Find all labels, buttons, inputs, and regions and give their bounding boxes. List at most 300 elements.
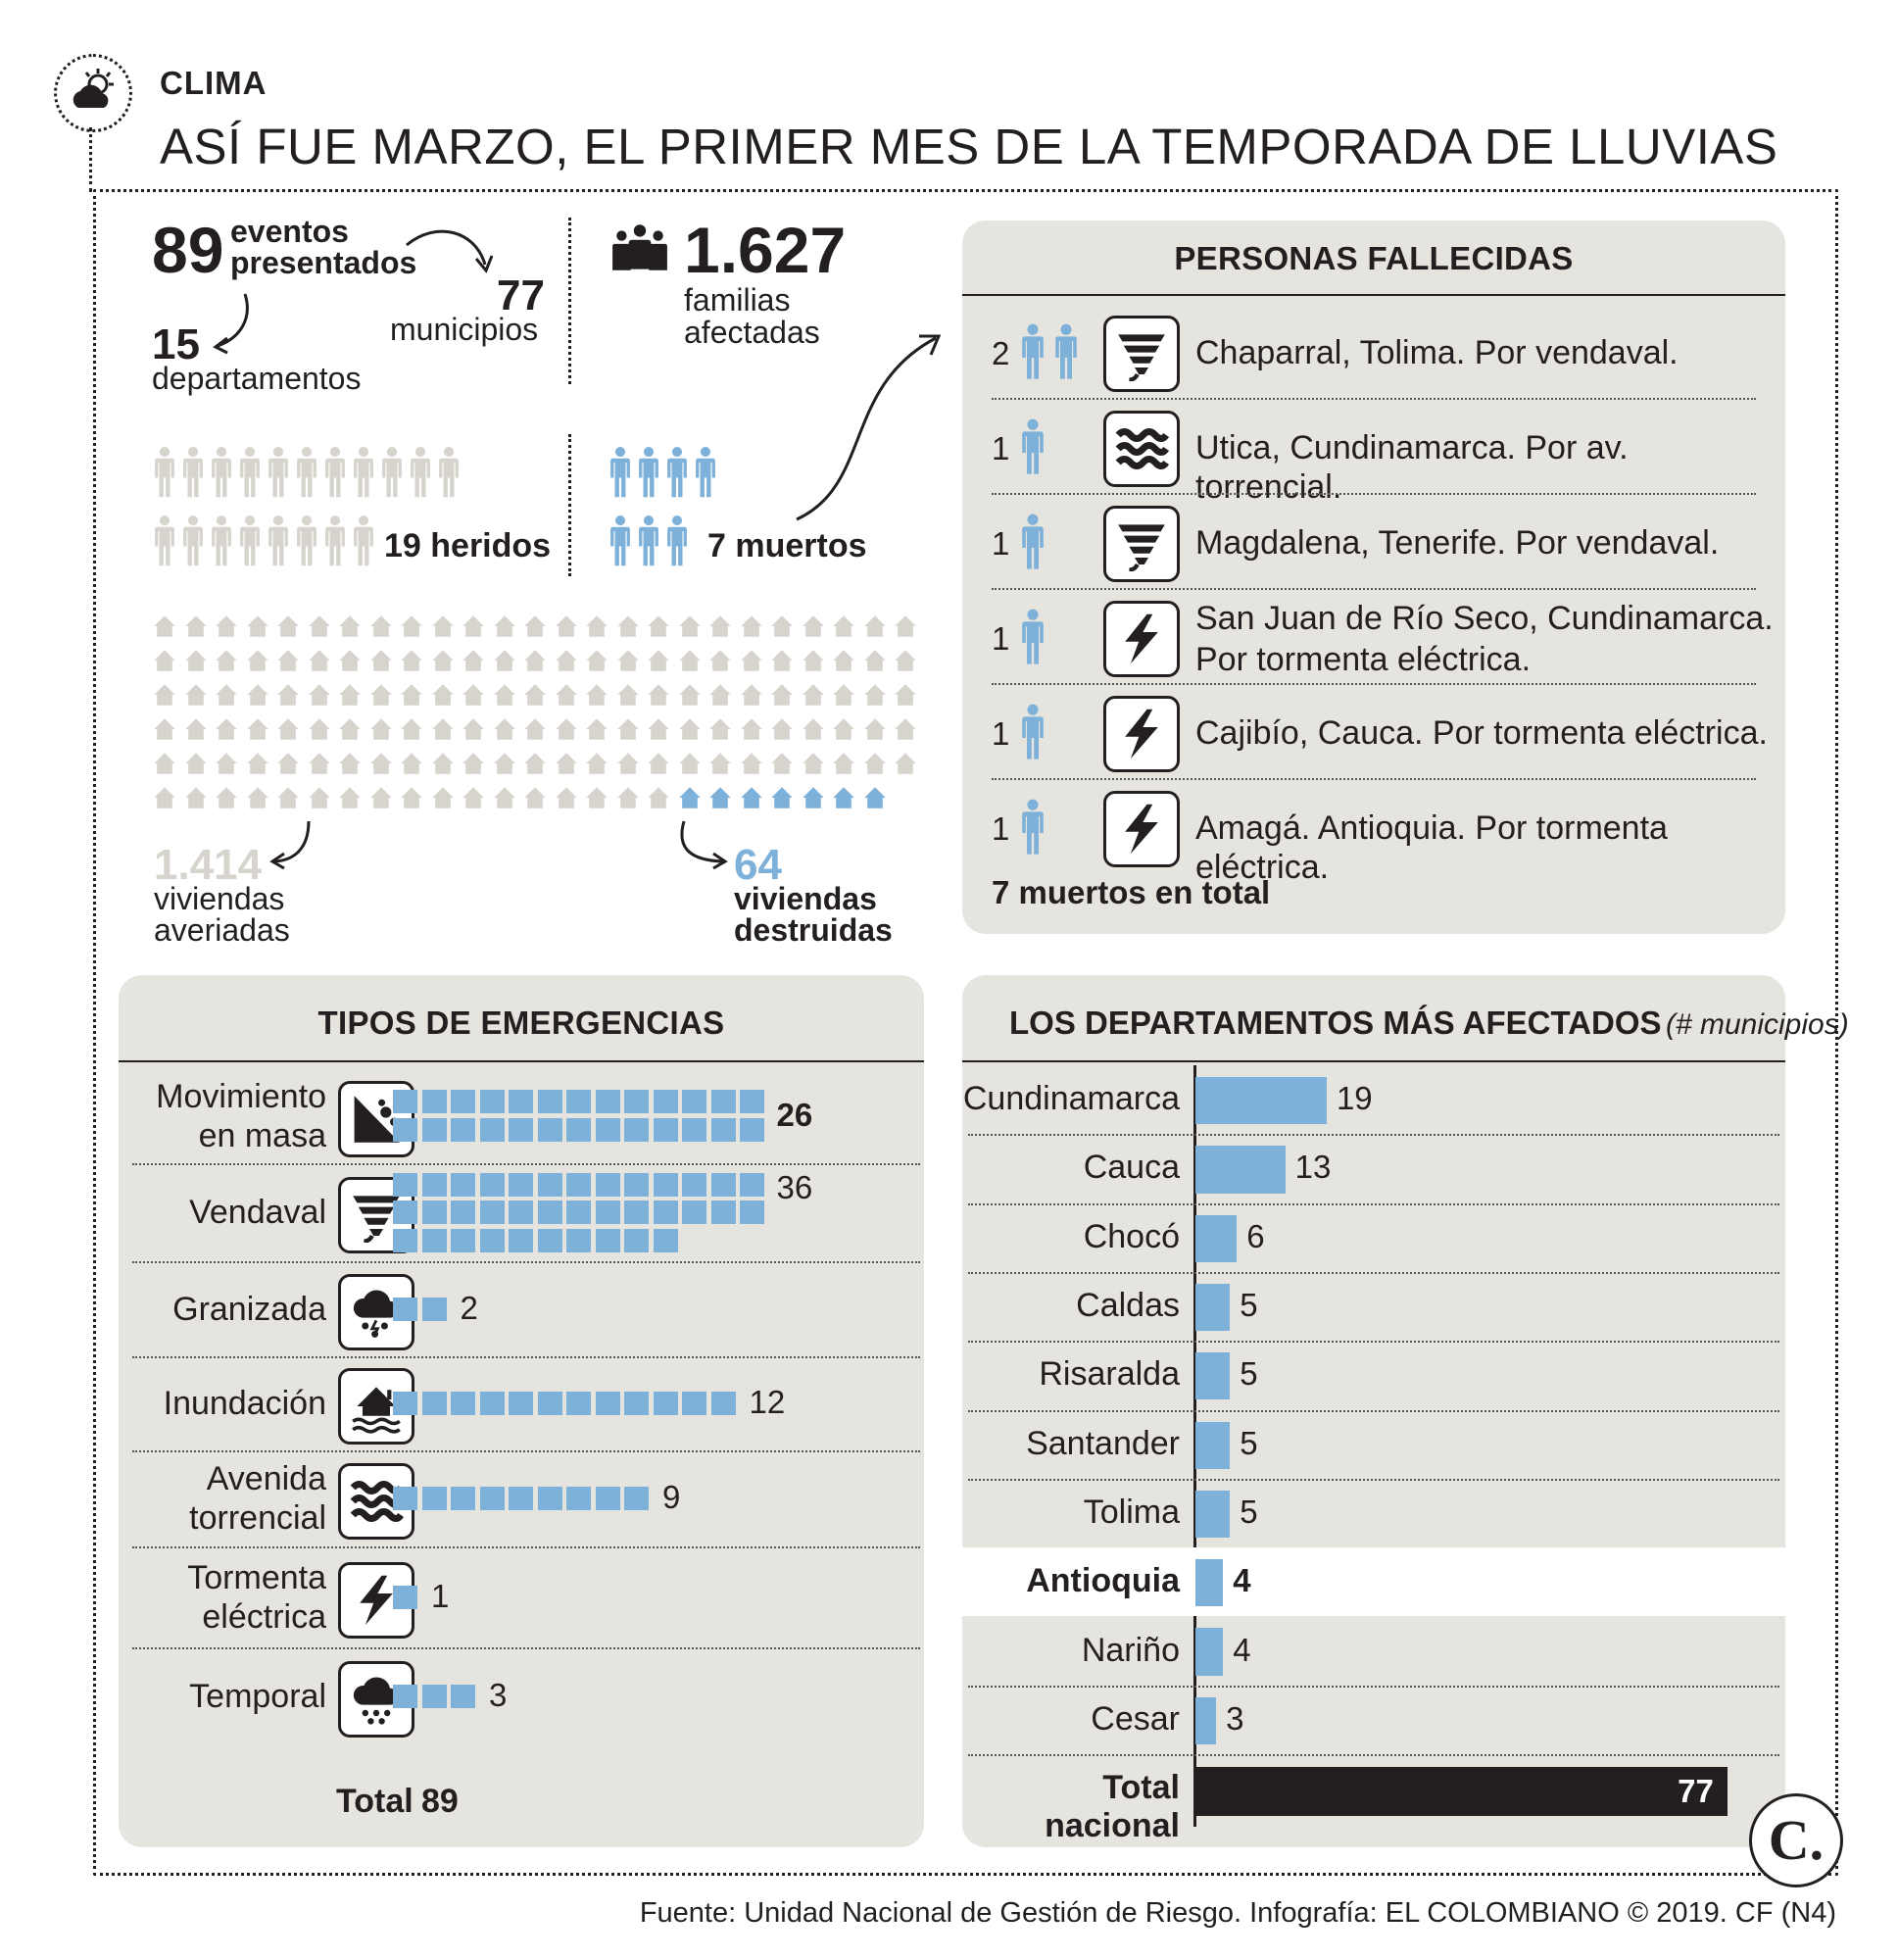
data-bar — [1195, 1422, 1230, 1469]
house-icon — [275, 786, 301, 814]
house-icon — [492, 786, 517, 814]
house-icon — [893, 683, 918, 711]
bar-value-label: 3 — [1226, 1699, 1244, 1737]
house-icon — [368, 786, 394, 809]
house-icon — [862, 649, 888, 672]
arrow-to-fallecidas — [794, 328, 950, 524]
house-icon — [430, 683, 456, 707]
house-icon — [646, 752, 671, 780]
house-icon — [646, 683, 671, 711]
chart-subtitle: (# municipios) — [1665, 1008, 1849, 1041]
person-icon — [1021, 415, 1045, 484]
house-icon — [739, 683, 764, 711]
header-rule — [962, 294, 1785, 296]
unit-square — [596, 1200, 620, 1224]
emergencia-value: 9 — [662, 1479, 681, 1515]
house-icon — [707, 649, 733, 672]
house-icon — [337, 717, 363, 741]
bar-row — [962, 1065, 1785, 1134]
destruidas-label-1: viviendas — [734, 881, 877, 916]
house-icon — [368, 649, 394, 672]
house-icon — [337, 614, 363, 638]
house-icon — [862, 752, 888, 780]
house-icon — [399, 717, 424, 741]
bar-value-label: 13 — [1294, 1149, 1332, 1186]
person-icon — [666, 512, 688, 570]
house-icon — [554, 614, 579, 638]
category-label: Chocó — [1083, 1217, 1180, 1255]
house-icon — [307, 717, 332, 741]
emergencia-value: 1 — [431, 1577, 450, 1614]
tornado-icon — [1114, 326, 1169, 381]
house-icon — [615, 683, 641, 711]
separator — [568, 434, 571, 576]
house-icon — [183, 752, 209, 775]
house-icon — [862, 717, 888, 741]
house-icon — [893, 649, 918, 677]
house-icon — [430, 752, 456, 775]
data-bar — [1195, 1559, 1223, 1606]
waves-icon — [1103, 411, 1180, 487]
house-icon — [337, 683, 363, 711]
house-icon — [862, 614, 888, 643]
emergencia-row — [119, 1647, 924, 1745]
house-icon — [275, 614, 301, 638]
category-label: Cesar — [1091, 1699, 1180, 1738]
house-icon — [245, 786, 270, 809]
fallecida-row — [992, 494, 1756, 590]
house-icon — [615, 614, 641, 638]
emergencia-label: Vendaval — [189, 1194, 326, 1231]
averiadas-label-1: viviendas — [154, 881, 285, 916]
person-icon — [182, 512, 204, 575]
unit-square — [393, 1118, 417, 1142]
house-icon — [492, 614, 517, 638]
unit-square — [596, 1229, 620, 1252]
house-icon — [461, 683, 486, 711]
house-icon — [893, 614, 918, 638]
house-icon — [862, 786, 888, 809]
bar-value-label: 5 — [1240, 1493, 1258, 1530]
familias-label-2: afectadas — [684, 315, 820, 350]
house-icon — [522, 683, 548, 707]
unit-square — [509, 1200, 533, 1224]
bar-row — [962, 1410, 1785, 1479]
house-icon — [739, 752, 764, 775]
house-icon — [183, 717, 209, 746]
unit-square — [711, 1173, 736, 1197]
house-icon — [893, 752, 918, 780]
unit-square — [740, 1173, 764, 1197]
total-label: Total nacional — [1045, 1769, 1180, 1845]
unit-square — [654, 1229, 678, 1252]
tornado-icon — [1114, 516, 1169, 571]
data-bar — [1195, 1491, 1230, 1538]
data-bar — [1195, 1215, 1237, 1262]
house-icon — [245, 649, 270, 677]
unit-square — [422, 1392, 447, 1415]
house-icon — [831, 717, 856, 741]
page-title: ASÍ FUE MARZO, EL PRIMER MES DE LA TEMPORADA DE LLUVIAS — [160, 119, 1778, 174]
person-icon — [609, 443, 631, 507]
house-icon — [677, 683, 703, 711]
house-icon — [862, 649, 888, 677]
person-icon — [1021, 700, 1045, 764]
unit-square — [654, 1392, 678, 1415]
person-icon — [211, 512, 232, 570]
house-icon — [831, 786, 856, 809]
house-icon — [677, 683, 703, 707]
house-icon — [769, 614, 795, 638]
unit-square — [451, 1229, 475, 1252]
category-label: Cundinamarca — [962, 1080, 1180, 1118]
person-icon — [410, 443, 431, 502]
house-icon — [615, 649, 641, 672]
house-icon — [152, 717, 177, 746]
house-icon — [275, 786, 301, 809]
averiadas-value: 1.414 — [154, 841, 263, 889]
unit-square — [422, 1298, 447, 1321]
house-icon — [554, 752, 579, 780]
house-icon — [584, 614, 609, 638]
house-icon — [307, 683, 332, 711]
house-icon — [646, 649, 671, 677]
person-icon — [1021, 795, 1045, 864]
unit-square — [596, 1392, 620, 1415]
bar-row — [962, 1134, 1785, 1202]
house-icon — [554, 683, 579, 707]
fallecida-row — [992, 779, 1756, 886]
unit-square — [566, 1173, 591, 1197]
person-icon — [695, 443, 716, 507]
fallecida-count: 2 — [992, 335, 1010, 371]
house-icon — [152, 717, 177, 741]
fallecidas-panel — [962, 220, 1785, 934]
house-icon — [307, 752, 332, 780]
unit-square — [596, 1487, 620, 1510]
house-icon — [677, 717, 703, 741]
emergencia-label: Avenida — [206, 1460, 326, 1497]
unit-square — [393, 1173, 417, 1197]
unit-square — [624, 1200, 649, 1224]
house-icon — [245, 717, 270, 741]
emergencia-row — [119, 1163, 924, 1261]
fallecida-place: Magdalena, Tenerife. Por vendaval. — [1195, 524, 1720, 562]
house-icon — [214, 752, 239, 775]
house-icon — [522, 752, 548, 775]
house-icon — [368, 649, 394, 677]
fallecida-count: 1 — [992, 620, 1010, 657]
unit-square — [654, 1090, 678, 1113]
house-icon — [337, 717, 363, 746]
house-icon — [769, 649, 795, 672]
house-icon — [801, 717, 826, 741]
person-icon — [1021, 319, 1045, 384]
house-icon — [461, 786, 486, 814]
house-icon — [677, 717, 703, 746]
data-bar — [1195, 1146, 1286, 1193]
unit-square — [538, 1173, 562, 1197]
house-icon — [214, 614, 239, 638]
emergencia-row — [119, 1450, 924, 1546]
unit-square — [422, 1118, 447, 1142]
fallecida-place: Chaparral, Tolima. Por vendaval. — [1195, 334, 1679, 371]
house-icon — [739, 786, 764, 814]
person-icon — [609, 512, 631, 575]
house-icon — [893, 614, 918, 643]
fallecida-row — [992, 304, 1756, 400]
unit-square — [451, 1200, 475, 1224]
house-icon — [430, 786, 456, 809]
house-icon — [739, 614, 764, 643]
house-icon — [646, 786, 671, 814]
house-icon — [646, 649, 671, 672]
person-icon — [410, 443, 431, 507]
unit-square — [480, 1487, 505, 1510]
house-icon — [862, 683, 888, 711]
emergencia-value: 2 — [460, 1290, 478, 1326]
house-icon — [769, 717, 795, 746]
bar-row — [962, 1616, 1785, 1685]
house-icon — [214, 717, 239, 746]
emergencias-total-value: 89 — [421, 1783, 459, 1820]
house-icon — [646, 683, 671, 707]
fallecida-place: San Juan de Río Seco, Cundinamarca. — [1195, 600, 1774, 637]
house-icon — [554, 649, 579, 672]
house-icon — [492, 786, 517, 809]
unit-square — [422, 1090, 447, 1113]
unit-square — [711, 1392, 736, 1415]
house-icon — [275, 649, 301, 677]
house-icon — [615, 717, 641, 746]
person-icon — [695, 443, 716, 502]
person-icon — [182, 443, 204, 502]
unit-square — [509, 1392, 533, 1415]
house-icon — [152, 786, 177, 809]
house-icon — [430, 717, 456, 741]
house-icon — [739, 649, 764, 677]
house-icon — [801, 786, 826, 809]
house-icon — [245, 752, 270, 780]
unit-square — [393, 1090, 417, 1113]
person-icon — [239, 443, 261, 502]
house-icon — [707, 683, 733, 707]
house-icon — [677, 752, 703, 775]
house-icon — [461, 649, 486, 677]
unit-square — [451, 1685, 475, 1708]
house-icon — [554, 786, 579, 814]
category-label: Cauca — [1083, 1149, 1180, 1187]
house-icon — [275, 683, 301, 707]
house-icon — [707, 614, 733, 638]
data-bar — [1195, 1284, 1230, 1331]
house-icon — [183, 683, 209, 707]
house-icon — [769, 786, 795, 809]
house-icon — [399, 786, 424, 809]
bar-value-label: 4 — [1233, 1631, 1251, 1668]
house-icon — [275, 752, 301, 780]
house-icon — [368, 752, 394, 780]
house-icon — [307, 614, 332, 643]
house-icon — [183, 614, 209, 638]
house-icon — [862, 614, 888, 638]
house-icon — [307, 683, 332, 707]
house-icon — [831, 786, 856, 814]
person-icon — [296, 512, 317, 575]
unit-square — [509, 1118, 533, 1142]
person-icon — [1021, 319, 1045, 389]
house-icon — [831, 614, 856, 638]
house-icon — [275, 752, 301, 775]
house-icon — [522, 614, 548, 643]
eventos-label-1: eventos — [230, 214, 349, 249]
house-icon — [522, 683, 548, 711]
emergencia-value: 12 — [749, 1384, 786, 1420]
house-icon — [801, 649, 826, 672]
house-icon — [245, 614, 270, 643]
house-icon — [461, 752, 486, 780]
house-icon — [275, 649, 301, 672]
house-icon — [646, 614, 671, 643]
house-icon — [739, 717, 764, 741]
person-icon — [638, 512, 659, 575]
house-icon — [707, 786, 733, 809]
fallecida-place-2: Por tormenta eléctrica. — [1195, 641, 1532, 678]
unit-square — [654, 1118, 678, 1142]
house-icon — [554, 752, 579, 775]
unit-square — [509, 1173, 533, 1197]
house-icon — [893, 717, 918, 746]
connector-line — [89, 127, 92, 192]
house-icon — [461, 649, 486, 672]
house-icon — [739, 649, 764, 672]
person-icon — [1021, 510, 1045, 579]
person-icon — [1021, 510, 1045, 574]
person-icon — [438, 443, 460, 507]
emergencia-label: Granizada — [172, 1291, 326, 1328]
house-icon — [307, 649, 332, 672]
house-icon — [492, 683, 517, 711]
unit-square — [509, 1229, 533, 1252]
person-icon — [239, 512, 261, 570]
house-icon — [152, 786, 177, 814]
house-icon — [183, 786, 209, 814]
chart-heading — [1009, 1004, 1849, 1042]
house-icon — [522, 717, 548, 741]
emergencia-value: 26 — [776, 1096, 813, 1133]
house-icon — [646, 752, 671, 775]
unit-square — [566, 1392, 591, 1415]
unit-square — [624, 1173, 649, 1197]
house-icon — [245, 614, 270, 638]
house-icon — [584, 649, 609, 672]
unit-square — [566, 1200, 591, 1224]
house-icon — [615, 717, 641, 741]
house-icon — [430, 752, 456, 780]
house-icon — [183, 786, 209, 809]
header-rule — [119, 1060, 924, 1062]
house-icon — [307, 786, 332, 814]
emergencia-row — [119, 1546, 924, 1647]
destruidas-value: 64 — [734, 841, 782, 889]
house-icon — [399, 649, 424, 672]
person-icon — [1021, 605, 1045, 669]
house-icon — [831, 649, 856, 672]
house-icon — [522, 614, 548, 638]
house-icon — [769, 752, 795, 780]
unit-square — [711, 1090, 736, 1113]
bar-row — [962, 1341, 1785, 1409]
unit-square — [596, 1090, 620, 1113]
person-icon — [239, 443, 261, 507]
house-icon — [399, 717, 424, 746]
person-icon — [666, 443, 688, 502]
house-icon — [461, 717, 486, 746]
house-icon — [677, 649, 703, 677]
person-icon — [154, 512, 175, 575]
lightning-icon — [1103, 696, 1180, 772]
house-icon — [831, 614, 856, 643]
house-icon — [893, 752, 918, 775]
house-icon — [584, 683, 609, 707]
person-icon — [154, 443, 175, 502]
unit-square — [480, 1200, 505, 1224]
house-icon — [862, 717, 888, 746]
person-icon — [1054, 319, 1078, 384]
house-icon — [430, 614, 456, 638]
house-icon — [307, 717, 332, 746]
house-icon — [801, 786, 826, 814]
emergencia-value: 3 — [489, 1677, 508, 1713]
lightning-icon — [1114, 802, 1169, 857]
fallecida-row — [992, 589, 1774, 685]
fallecida-count: 1 — [992, 430, 1010, 466]
unit-square — [740, 1118, 764, 1142]
house-icon — [492, 649, 517, 677]
unit-square — [711, 1118, 736, 1142]
fallecida-place: Utica, Cundinamarca. Por av. torrencial. — [1195, 429, 1629, 506]
unit-square — [740, 1090, 764, 1113]
fallecida-row — [992, 684, 1768, 780]
muertos-label: 7 muertos — [707, 527, 867, 564]
unit-square — [509, 1090, 533, 1113]
house-icon — [245, 683, 270, 711]
unit-square — [654, 1173, 678, 1197]
house-icon — [677, 614, 703, 638]
house-icon — [152, 683, 177, 707]
source-footer: Fuente: Unidad Nacional de Gestión de Riesgo. Infografía: EL COLOMBIANO © 2019. CF (N4) — [639, 1897, 1836, 1929]
house-icon — [801, 614, 826, 638]
house-icon — [368, 683, 394, 707]
house-icon — [214, 752, 239, 780]
emergencia-label-2: eléctrica — [202, 1597, 326, 1636]
person-icon — [638, 512, 659, 570]
house-icon — [307, 614, 332, 638]
el-colombiano-logo: C. — [1749, 1793, 1843, 1887]
house-icon — [769, 683, 795, 707]
unit-square — [393, 1229, 417, 1252]
unit-square — [566, 1487, 591, 1510]
house-icon — [492, 649, 517, 672]
house-icon — [646, 717, 671, 746]
arrow-to-municipios — [402, 225, 500, 294]
waves-icon — [1114, 421, 1169, 476]
house-icon — [707, 614, 733, 643]
house-icon — [214, 649, 239, 672]
fallecida-place: Amagá. Antioquia. Por tormenta eléctrica. — [1195, 809, 1668, 886]
house-icon — [584, 752, 609, 780]
unit-square — [451, 1090, 475, 1113]
